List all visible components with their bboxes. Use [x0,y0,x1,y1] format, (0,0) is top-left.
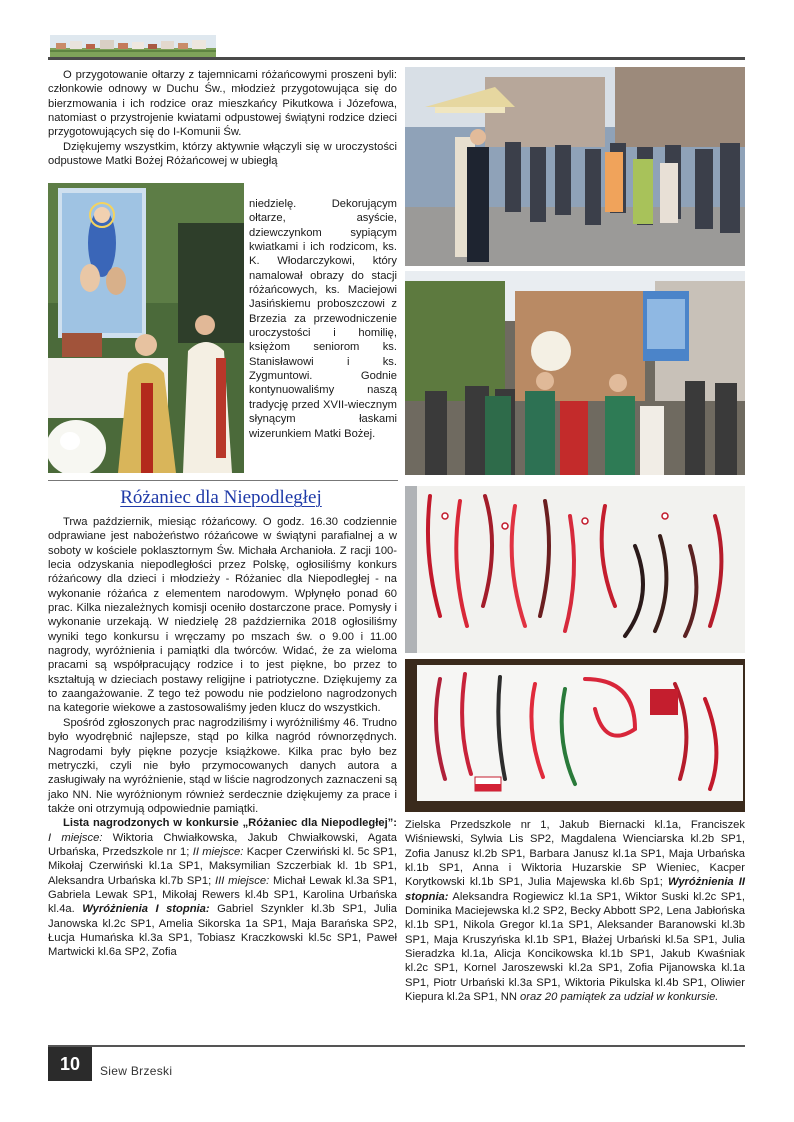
intro-paragraph-1: O przygotowanie ołtarzy z tajemnicami różańcowymi proszeni byli: członkowie odnowy w Duchu Św., młodzież przygotowująca się do bierzmowania i ich rodzice oraz mieszkańcy Pikutkowa i Józefowa, natomiast o przystrojenie kwiatami odpustowej świątyni rodzice dzieci przygotowujących się do I-Komunii Św. [48,69,397,139]
honor-2-label: Wyróżnienia II stopnia: [405,876,746,903]
honor-1-names-left: Gabriel Szynkler kl.3b SP1, Julia Janowska kl.2c SP1, Amelia Sikorska 1a SP1, Maja Barańska SP2, Łucja Humańska kl.3a SP1, Tobiasz Kraczkowski kl.5c SP1, Paweł Martwicki kl.6a SP2, Zofia [48,903,398,959]
honor-2-names: Aleksandra Rogiewicz kl.1a SP1, Wiktor Suski kl.2c SP1, Dominika Maciejewska kl.2 SP2, Becky Abbott SP2, Lena Jabłońska kl.1b SP1, Nikola Gregor kl.1a SP1, Aleksander Baranowski kl.3b SP1, Maja Kruszyńska kl.1b SP1, Błażej Urbański kl.5a SP1, Julia Sieradzka kl.1a, Alicja Koncikowska kl.1b SP1, Jakub Kwaśniak kl.2c SP1, Kornel Jaroszewski kl.2a SP1, Zofia Pijanowska kl.1a SP1, Piotr Urbański kl.3a SP1, Wiktoria Pikulska kl.4b SP1, Oliwier Kiepura kl.2a SP1, NN [405,890,746,1004]
rosaries-photo-2 [405,659,745,812]
procession-photo-1 [405,67,745,266]
procession-photo-2 [405,271,745,475]
honor-1-names-right: Zielska Przedszkole nr 1, Jakub Biernacki kl.1a, Franciszek Wiśniewski, Sylwia Lis SP2, Magdalena Wienciarska kl.2b SP1, Zofia Janusz kl.2b SP1, Barbara Janusz kl.1a SP1, Maja Urbańska kl.1b SP1, Anna i Wiktoria Huzarskie SP Wieniec, Kacper Korytkowski kl.1b SP1, Julia Majewska kl.6b Sp1; [405,819,745,889]
winners-list [48,816,397,959]
altar-photo [48,183,244,473]
article-paragraph-1: Trwa październik, miesiąc różańcowy. O godz. 16.30 codziennie odprawiane jest nabożeństwo różańcowe w świątyni parafialnej a w soboty w kościele poklasztornym Św. Michała Archanioła. Z racji 100-lecia odzyskania niepodległości przez Polskę, ogłosiliśmy konkurs różańcowy dla dzieci i młodzieży - Różaniec dla Niepodległej - na wykonanie różańca z elementem narodowym. Wpłynęło ponad 60 prac. Kilka niezależnych komisji oceniło dostarczone prace. Pomysły i wykonanie urzekają. W niedzielę 28 października 2018 ogłosiliśmy wyniki tego konkursu i wręczamy po mszach św. o 9.00 i 11.00 nagrody, wyróżnienia i pamiątki dla twórców. Widać, że za wieloma pracami są współpracujący rodzice i to jest piękne, bo przez to kształtują w dzieciach postawy religijne i patriotyczne. Dziękujemy za to zaangażowanie. Z tego też powodu nie podzielono nagrodzonych na kategorie wiekowe a zastosowaliśmy jeden klucz do wszystkich. [48,516,397,715]
section-title: Różaniec dla Niepodległej [120,487,322,508]
honors-list-continued [405,818,745,1004]
article-body [48,515,397,960]
honor-2-closing: oraz 20 pamiątek za udział w konkursie. [520,991,719,1004]
rosaries-photo-1 [405,486,745,653]
intro-paragraph-2-lead: Dziękujemy wszystkim, którzy aktywnie włączyli się w uroczystości odpustowe Matki Bożej Różańcowej w ubiegłą [48,140,397,168]
honor-1-label: Wyróżnienia I stopnia: [82,903,210,916]
intro-paragraph-2-wrap: niedzielę. Dekorującym ołtarze, asyście, dziewczynkom sypiącym kwiatkami i ich rodzicom, ks. K. Włodarczykowi, który namalował obrazy do stacji różańcowych, ks. Maciejowi Jasińskiemu proboszczowi z Brzezia za przewodniczenie uroczystości i homilię, księżom seniorom ks. Stanisławowi i ks. Zygmuntowi. Godnie kontynuowaliśmy naszą tradycję przed XVII-wiecznym słynącym łaskami wizerunkiem Matki Bożej. [249,198,397,440]
place-2-label: II miejsce: [192,845,244,858]
intro-text-wrap [249,197,397,441]
place-2-names: Kacper Czerwiński kl. 5c SP1, Mikołaj Czerwiński kl.1a SP1, Maksymilian Szczerbiak kl. 1b SP1, Aleksandra Urbańska kl.7b SP1; [48,845,398,887]
winners-heading: Lista nagrodzonych w konkursie „Różaniec dla Niepodległej”: [63,817,397,830]
article-paragraph-2: Spośród zgłoszonych prac nagrodziliśmy i wyróżniliśmy 46. Trudno było wyodrębnić najlepsze, stąd po kilka nagród równorzędnych. Nagrodami były piękne pozycje książkowe. Kilka prac było bez metryczki, czyli nie było przymocowanych danych autora a zasługiwały na wyróżnienie, stąd w liście nagrodzonych zaznaczeni są jako NN. Nie wyróżnionym również serdecznie dziękujemy za prace i także oni otrzymują odpowiednie pamiątki. [48,716,397,815]
intro-text [48,68,397,168]
header-town-photo [50,35,216,57]
place-3-label: III miejsce: [215,874,270,887]
place-3-names: Michał Lewak kl.3a SP1, Gabriela Lewak SP1, Mikołaj Rewers kl.4b SP1, Karolina Urbańska kl.4a. [48,874,398,916]
header-rule [48,57,745,60]
section-divider [48,480,398,481]
place-1-names: Wiktoria Chwiałkowska, Jakub Chwiałkowski, Agata Urbańska, Przedszkole nr 1; [48,831,398,858]
publication-name: Siew Brzeski [100,1064,173,1078]
place-1-label: I miejsce: [48,831,103,844]
article-continued [405,818,745,1004]
page-number: 10 [48,1047,92,1081]
footer-rule [48,1045,745,1047]
